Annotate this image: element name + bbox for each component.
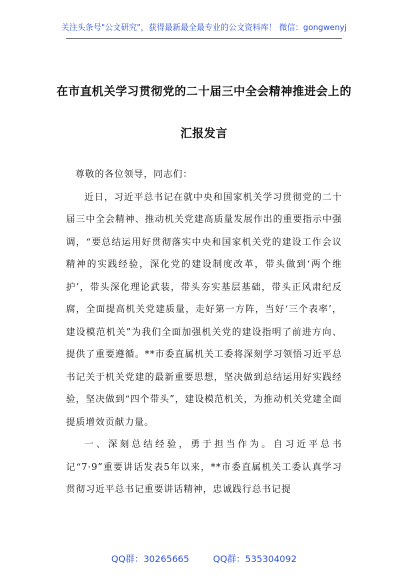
header-banner: 关注头条号"公文研究"，获得最新最全最专业的公文资料库！ 微信：gongwenyj (61, 23, 347, 32)
document-title: 在市直机关学习贯彻党的二十届三中全会精神推进会上的 (56, 84, 352, 98)
salutation: 尊敬的各位领导，同志们： (75, 169, 193, 180)
footer-bar (0, 552, 408, 565)
body-paragraph-1: 近日，习近平总书记在就中央和国家机关学习贯彻党的二十届三中全会精神、推动机关党建高质量发展作出的重要指示中强调，“要总结运用好贯彻落实中央和国家机关党的建设工作会议精神的实践经验，深化党的建设制度改革，带头做到‘两个维护’，带头深化理论武装，带头夯实基层基础，带头正风肃纪反腐，全面提高机关党建质量，走好第一方阵，当好‘三个表率’，建设模范机关”为我们全面加强机关党的建设指明了前进方向、提供了重要遵循。**市委直属机关工委将深刻学习领悟习近平总书记关于机关党建的最新重要思想，坚决做到总结运用好实践经验，坚决做到“四个带头”，建设模范机关，为推动机关党建全面提质增效贡献力量。 (66, 191, 342, 428)
footer-qq-group-2: QQ群：535304092 (213, 555, 297, 565)
document-title-line2: 汇报发言 (180, 126, 228, 140)
footer-qq-group-1: QQ群：30265665 (111, 555, 190, 565)
header-divider (66, 38, 342, 39)
body-paragraph-2: 一、深刻总结经验，勇于担当作为。自习近平总书记“7·9”重要讲话发表5年以来，**市委直属机关工委认真学习贯彻习近平总书记重要讲话精神，忠诚践行总书记提 (66, 439, 342, 495)
document-body (66, 164, 342, 502)
